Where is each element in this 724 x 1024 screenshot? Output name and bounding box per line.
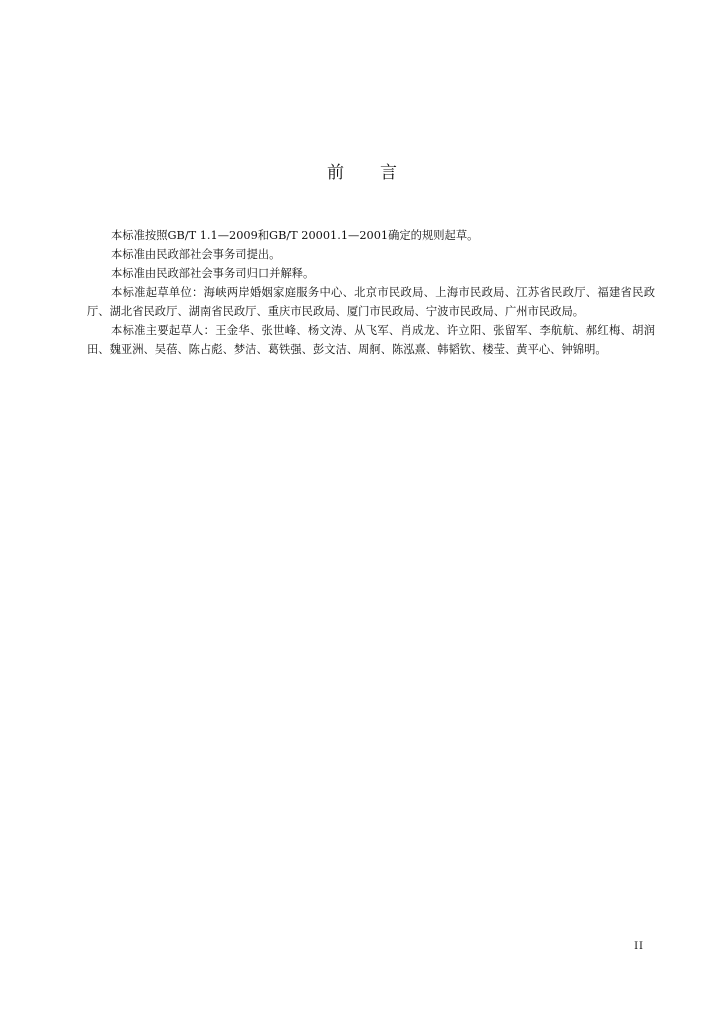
page-title: 前言 <box>327 163 433 183</box>
page-number: II <box>634 941 644 952</box>
paragraph-drafters: 本标准主要起草人：王金华、张世峰、杨文涛、从飞军、肖成龙、许立阳、张留军、李航航、郝红梅、胡润田、魏亚洲、吴蓓、陈占彪、梦洁、葛铁强、彭文洁、周舸、陈泓熹、韩韬钦、楼莹、黄平心、钟锦明。 <box>87 324 655 356</box>
paragraph-drafting-rules: 本标准按照GB/T 1.1—2009和GB/T 20001.1—2001确定的规则起草。 <box>111 229 479 242</box>
paragraph-drafting-units: 本标准起草单位：海峡两岸婚姻家庭服务中心、北京市民政局、上海市民政局、江苏省民政厅、福建省民政厅、湖北省民政厅、湖南省民政厅、重庆市民政局、厦门市民政局、宁波市民政局、广州市民政局。 <box>87 286 655 318</box>
foreword-body <box>87 226 655 359</box>
paragraph-administration: 本标准由民政部社会事务司归口并解释。 <box>111 267 315 280</box>
paragraph-proposer: 本标准由民政部社会事务司提出。 <box>111 248 281 261</box>
